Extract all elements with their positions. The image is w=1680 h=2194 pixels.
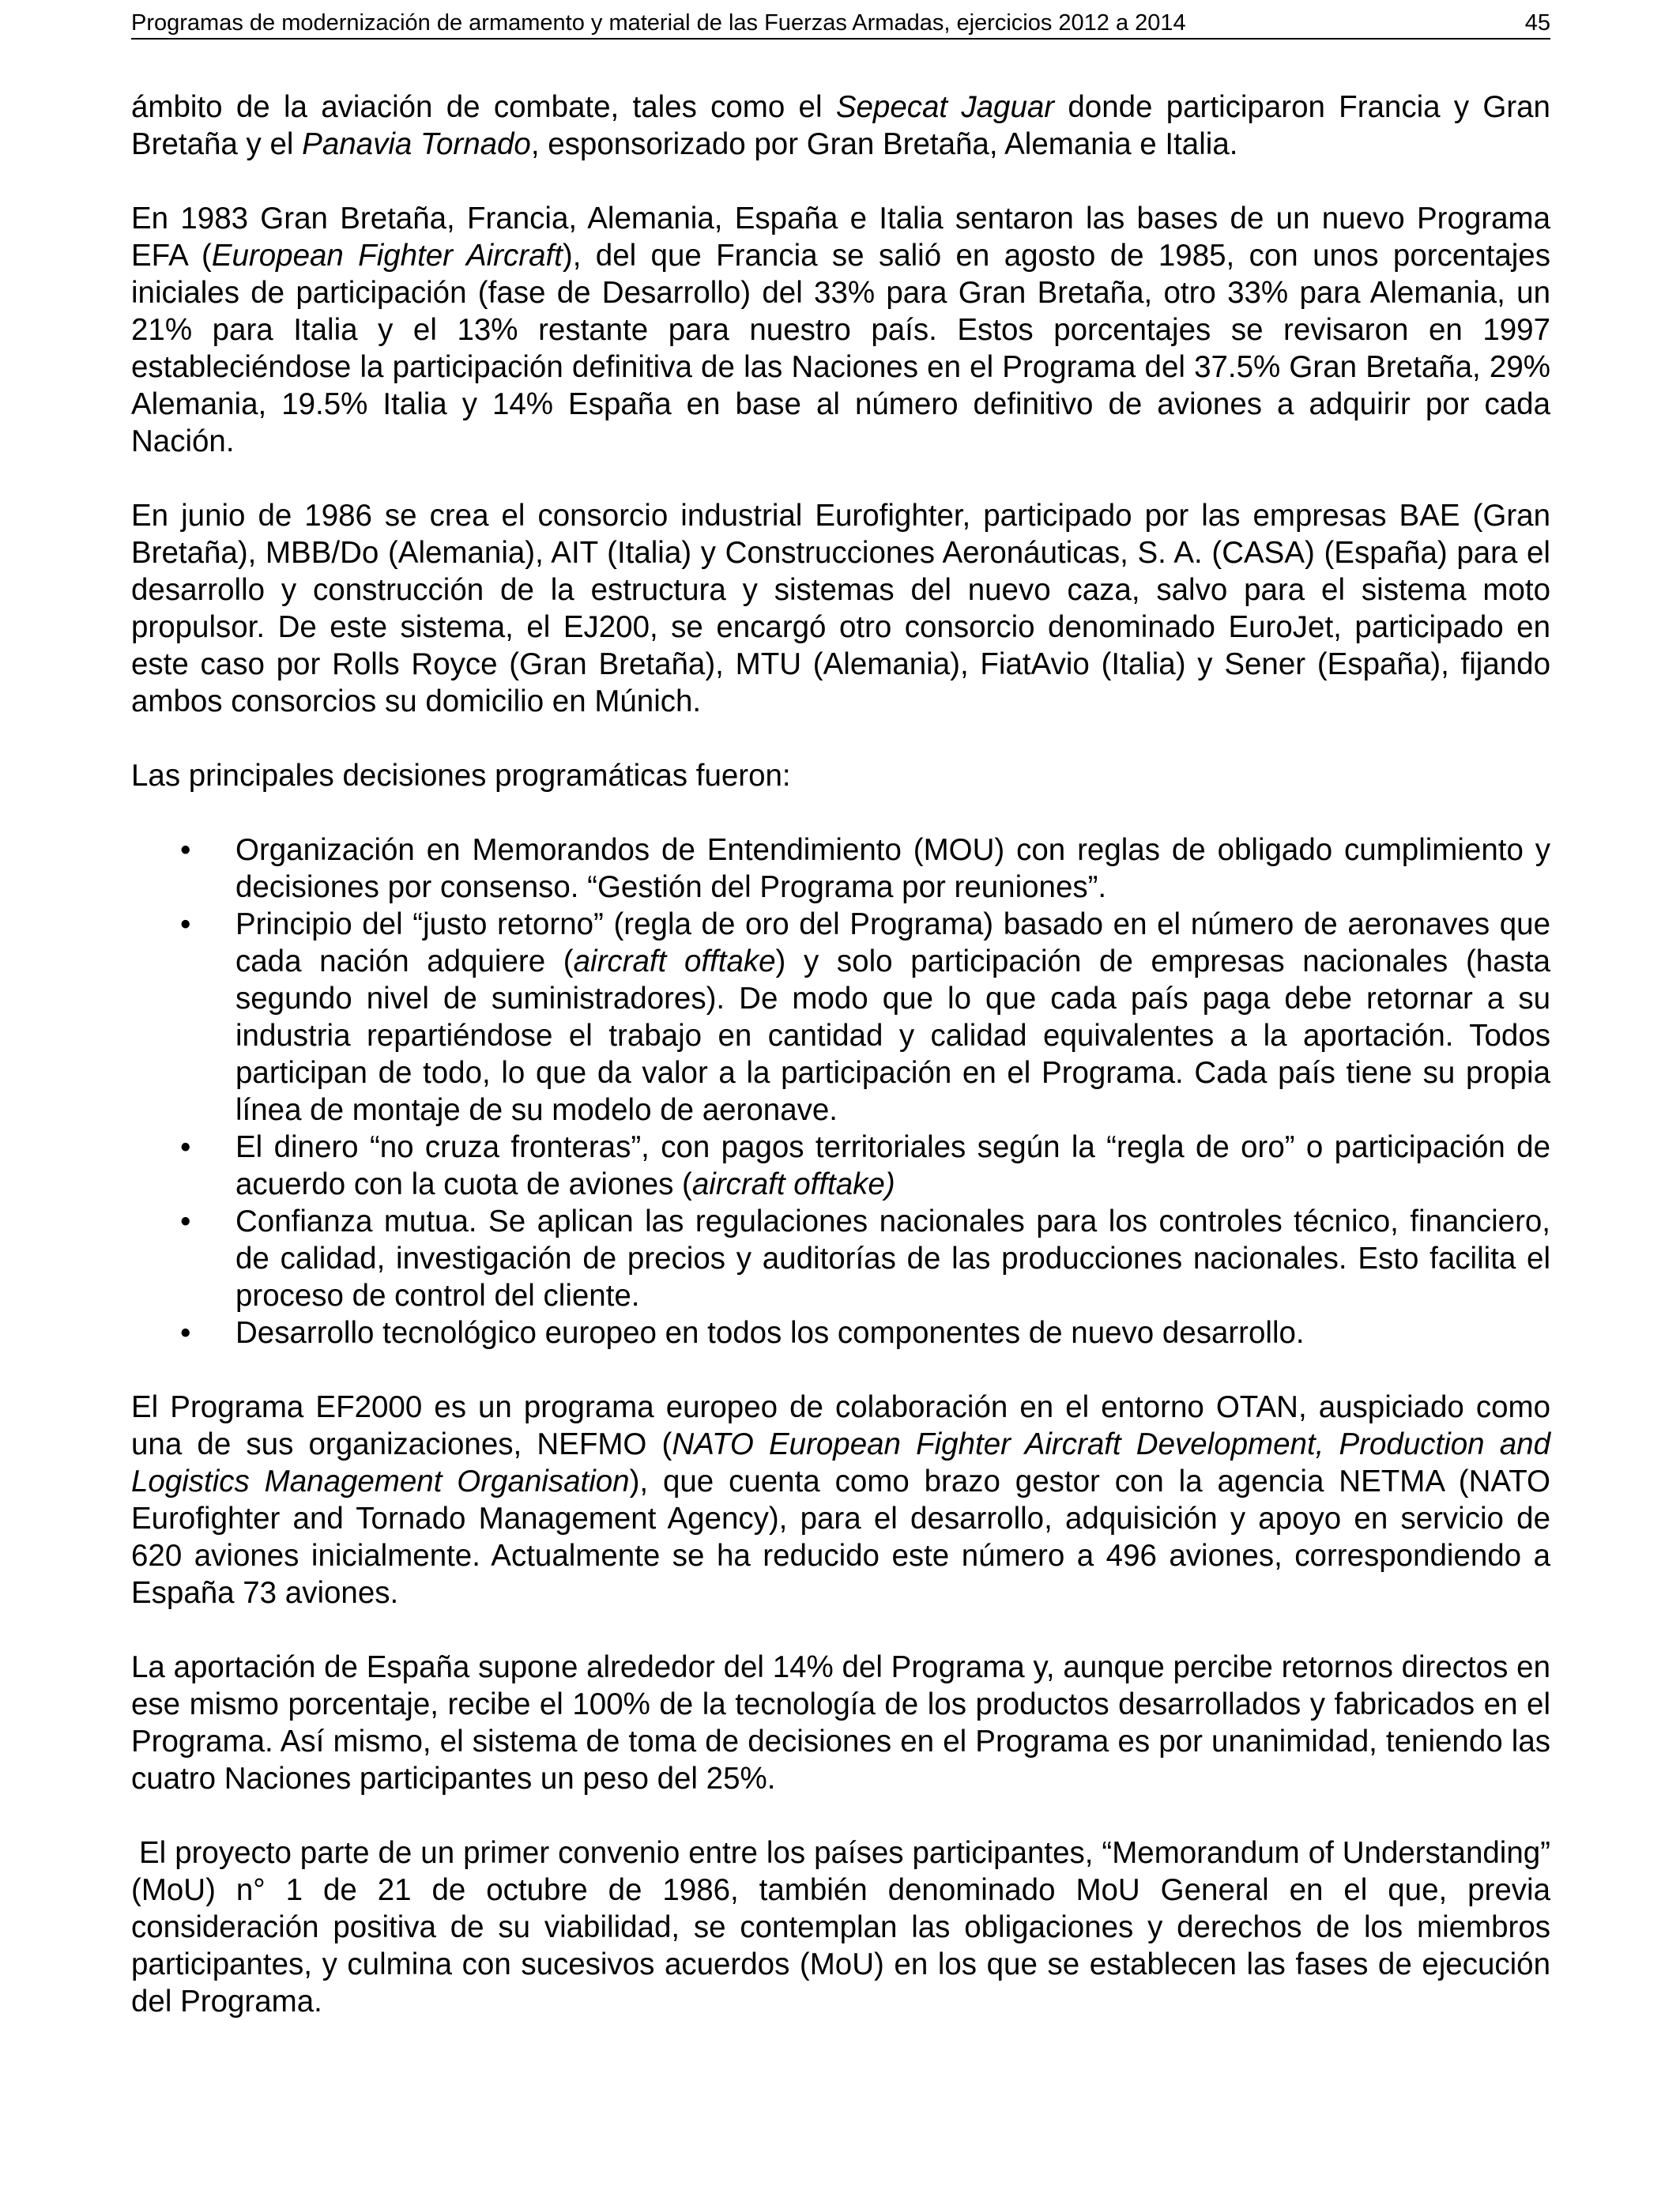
italic-run: aircraft offtake) bbox=[691, 1167, 895, 1201]
text-run: Confianza mutua. Se aplican las regulaciones nacionales para los controles técnico, financiero, de calidad, investigación de precios y auditorías de las producciones nacionales. Esto facilita el proceso de control del cliente. bbox=[235, 1204, 1550, 1313]
italic-run: European Fighter Aircraft bbox=[211, 239, 563, 273]
text-run: , esponsorizado por Gran Bretaña, Alemania e Italia. bbox=[530, 127, 1238, 161]
text-run: ámbito de la aviación de combate, tales como el bbox=[131, 90, 836, 124]
list-item bbox=[131, 1203, 1550, 1314]
bullet-icon: • bbox=[180, 907, 191, 941]
page-number: 45 bbox=[1524, 10, 1550, 36]
paragraph-eurofighter-consortium: En junio de 1986 se crea el consorcio industrial Eurofighter, participado por las empresas BAE (Gran Bretaña), MBB/Do (Alemania), AIT (Italia) y Construcciones Aeronáuticas, S. A. (CASA) (España) para el desarrollo y construcción de la estructura y sistemas del nuevo caza, salvo para el sistema moto propulsor. De este sistema, el EJ200, se encargó otro consorcio denominado EuroJet, participado en este caso por Rolls Royce (Gran Bretaña), MTU (Alemania), FiatAvio (Italia) y Sener (España), fijando ambos consorcios su domicilio en Múnich. bbox=[131, 499, 1550, 718]
bullet-icon: • bbox=[180, 1130, 191, 1164]
paragraph-aviation-context bbox=[131, 89, 1550, 163]
document-body bbox=[131, 89, 1550, 2057]
italic-run: NATO European Fighter Aircraft Development, Production and Logistics Management Organisation bbox=[131, 1427, 1550, 1498]
text-run: Organización en Memorandos de Entendimiento (MOU) con reglas de obligado cumplimiento y decisiones por consenso. “Gestión del Programa por reuniones”. bbox=[235, 833, 1550, 904]
text-run: En 1983 Gran Bretaña, Francia, Alemania, España e Italia sentaron las bases de un nuevo Programa EFA ( bbox=[131, 202, 1550, 273]
text-run: donde participaron Francia y Gran Bretaña y el bbox=[131, 90, 1550, 161]
italic-run: aircraft offtake bbox=[573, 944, 776, 978]
text-run: ), que cuenta como brazo gestor con la agencia NETMA (NATO Eurofighter and Tornado Management Agency), para el desarrollo, adquisición y apoyo en servicio de 620 aviones inicialmente. Actualmente se ha reducido este número a 496 aviones, correspondiendo a España 73 aviones. bbox=[131, 1465, 1550, 1610]
list-item bbox=[131, 1314, 1550, 1351]
bullet-icon: • bbox=[180, 1316, 191, 1350]
text-run: El Programa EF2000 es un programa europeo de colaboración en el entorno OTAN, auspiciado como una de sus organizaciones, NEFMO ( bbox=[131, 1390, 1550, 1461]
paragraph-ef2000-nato bbox=[131, 1389, 1550, 1612]
bullet-icon: • bbox=[180, 1204, 191, 1238]
paragraph-decisions-intro: Las principales decisiones programáticas fueron: bbox=[131, 759, 791, 793]
text-run: Principio del “justo retorno” (regla de oro del Programa) basado en el número de aeronaves que cada nación adquiere ( bbox=[235, 907, 1550, 978]
list-item bbox=[131, 906, 1550, 1129]
text-run: ), del que Francia se salió en agosto de 1985, con unos porcentajes iniciales de participación (fase de Desarrollo) del 33% para Gran Bretaña, otro 33% para Alemania, un 21% para Italia y el 13% restante para nuestro país. Estos porcentajes se revisaron en 1997 estableciéndose la participación definitiva de las Naciones en el Programa del 37.5% Gran Bretaña, 29% Alemania, 19.5% Italia y 14% España en base al número definitivo de aviones a adquirir por cada Nación. bbox=[131, 239, 1550, 458]
list-item bbox=[131, 1129, 1550, 1203]
paragraph-spain-contribution: La aportación de España supone alrededor del 14% del Programa y, aunque percibe retornos directos en ese mismo porcentaje, recibe el 100% de la tecnología de los productos desarrollados y fabricados en el Programa. Así mismo, el sistema de toma de decisiones en el Programa es por unanimidad, teniendo las cuatro Naciones participantes un peso del 25%. bbox=[131, 1650, 1550, 1796]
list-item bbox=[131, 831, 1550, 906]
paragraph-efa-program bbox=[131, 200, 1550, 460]
text-run: El dinero “no cruza fronteras”, con pagos territoriales según la “regla de oro” o participación de acuerdo con la cuota de aviones ( bbox=[235, 1130, 1550, 1201]
italic-run: Sepecat Jaguar bbox=[835, 90, 1055, 124]
text-run: Desarrollo tecnológico europeo en todos los componentes de nuevo desarrollo. bbox=[235, 1316, 1305, 1350]
header-title: Programas de modernización de armamento y material de las Fuerzas Armadas, ejercicios 2012 a 2014 bbox=[131, 10, 1186, 36]
decisions-list bbox=[131, 831, 1550, 1351]
paragraph-mou-agreement bbox=[131, 1834, 1550, 2020]
text-run: El proyecto parte de un primer convenio entre los países participantes, “Memorandum of Understanding” (MoU) n° 1 de 21 de octubre de 1986, también denominado MoU General en el que, previa consideración positiva de su viabilidad, se contemplan las obligaciones y derechos de los miembros participantes, y culmina con sucesivos acuerdos (MoU) en los que se establecen las fases de ejecución del Programa. bbox=[131, 1836, 1550, 2019]
bullet-icon: • bbox=[180, 833, 191, 867]
running-header bbox=[131, 8, 1550, 40]
text-run: ) y solo participación de empresas nacionales (hasta segundo nivel de suministradores). De modo que lo que cada país paga debe retornar a su industria repartiéndose el trabajo en cantidad y calidad equivalentes a la aportación. Todos participan de todo, lo que da valor a la participación en el Programa. Cada país tiene su propia línea de montaje de su modelo de aeronave. bbox=[235, 944, 1550, 1127]
italic-run: Panavia Tornado bbox=[302, 127, 531, 161]
